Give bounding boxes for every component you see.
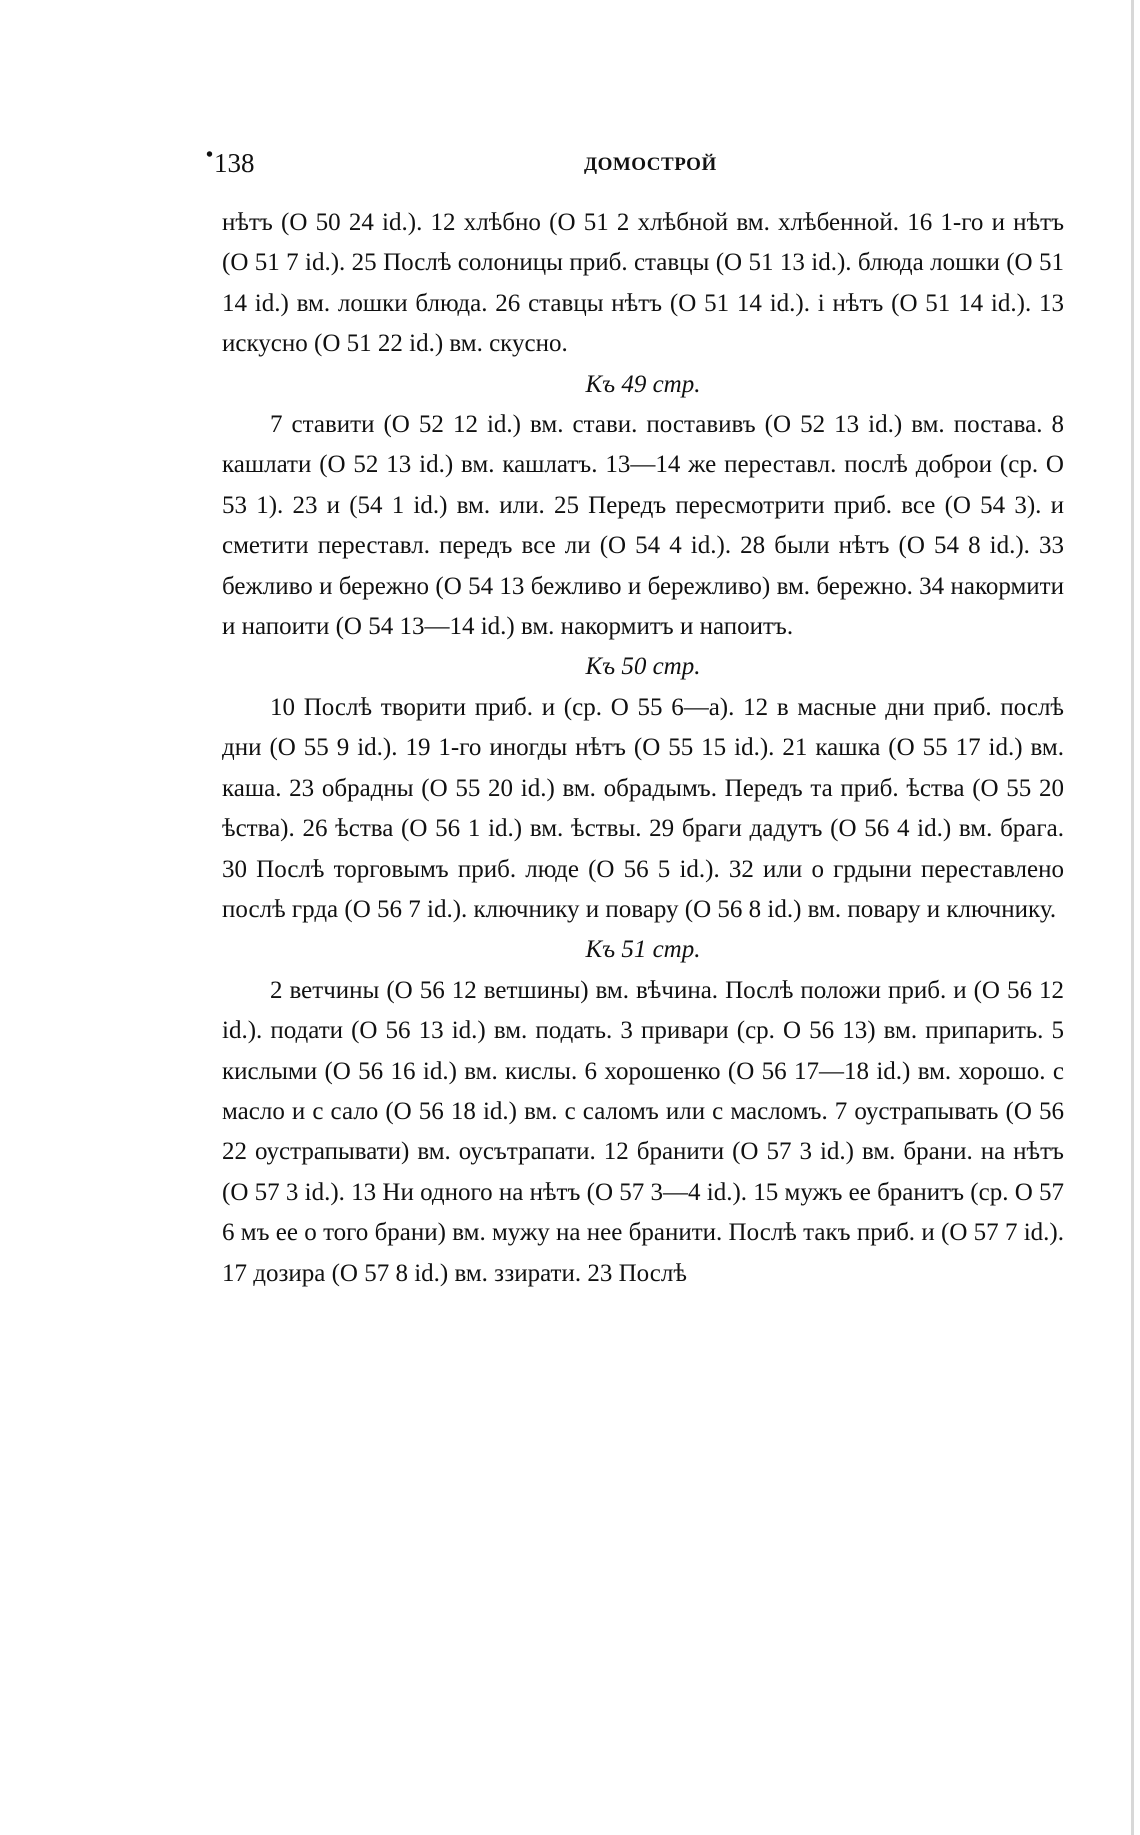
margin-bullet: • — [206, 144, 214, 166]
paragraph-p51: 2 ветчины (О 56 12 ветшины) вм. вѣчина. Послѣ положи приб. и (О 56 12 id.). подати (О 56 13 id.) вм. подать. 3 привари (ср. О 56 13) вм. припарить. 5 кислыми (О 56 16 id.) вм. кислы. 6 хорошенко (О 56 17—18 id.) вм. хорошо. с масло и с сало (О 56 18 id.) вм. с саломъ или с масломъ. 7 оустрапывать (О 56 22 оустрапывати) вм. оусътрапати. 12 бранити (О 57 3 id.) вм. брани. на нѣтъ (О 57 3 id.). 13 Ни одного на нѣтъ (О 57 3—4 id.). 15 мужъ ее бранитъ (ср. О 57 6 мъ ее о того брани) вм. мужу на нее бранити. Послѣ такъ приб. и (О 57 7 id.). 17 дозира (О 57 8 id.) вм. ззирати. 23 Послѣ — [222, 976, 1064, 1287]
paragraph-p49: 7 ставити (О 52 12 id.) вм. стави. поставивъ (О 52 13 id.) вм. постава. 8 кашлати (О 52 13 id.) вм. кашлатъ. 13—14 же переставл. послѣ доброи (ср. О 53 1). 23 и (54 1 id.) вм. или. 25 Передъ пересмотрити приб. все (О 54 3). и сметити переставл. передъ все ли (О 54 4 id.). 28 были нѣтъ (О 54 8 id.). 33 бежливо и бережно (О 54 13 бежливо и бережливо) вм. бережно. 34 накормити и напоити (О 54 13—14 id.) вм. накормитъ и напоитъ. — [222, 411, 1064, 641]
page-body — [222, 203, 1064, 1294]
section-heading-p49: Къ 49 стр. — [585, 370, 701, 398]
section-heading-p50: Къ 50 стр. — [585, 653, 701, 681]
running-title: ДОМОСТРОЙ — [584, 154, 717, 175]
page-number: 138 — [214, 148, 255, 178]
page-header — [206, 144, 1076, 182]
paragraph-continuation: нѣтъ (О 50 24 id.). 12 хлѣбно (О 51 2 хлѣбной вм. хлѣбенной. 16 1-го и нѣтъ (О 51 7 id.). 25 Послѣ солоницы приб. ставцы (О 51 13 id.). блюда лошки (О 51 14 id.) вм. лошки блюда. 26 ставцы нѣтъ (О 51 14 id.). і нѣтъ (О 51 14 id.). 13 искусно (О 51 22 id.) вм. скусно. — [222, 209, 1064, 358]
section-heading-p51: Къ 51 стр. — [585, 936, 701, 964]
scan-edge-line — [1131, 0, 1134, 1835]
paragraph-p50: 10 Послѣ творити приб. и (ср. О 55 6—а). 12 в масные дни приб. послѣ дни (О 55 9 id.). 19 1-го иногды нѣтъ (О 55 15 id.). 21 кашка (О 55 17 id.) вм. каша. 23 обрадны (О 55 20 id.) вм. обрадымъ. Передъ та приб. ѣства (О 55 20 ѣства). 26 ѣства (О 56 1 id.) вм. ѣствы. 29 браги дадутъ (О 56 4 id.) вм. брага. 30 Послѣ торговымъ приб. люде (О 56 5 id.). 32 или о грдыни переставлено послѣ грда (О 56 7 id.). ключнику и повару (О 56 8 id.) вм. повару и ключнику. — [222, 693, 1064, 923]
